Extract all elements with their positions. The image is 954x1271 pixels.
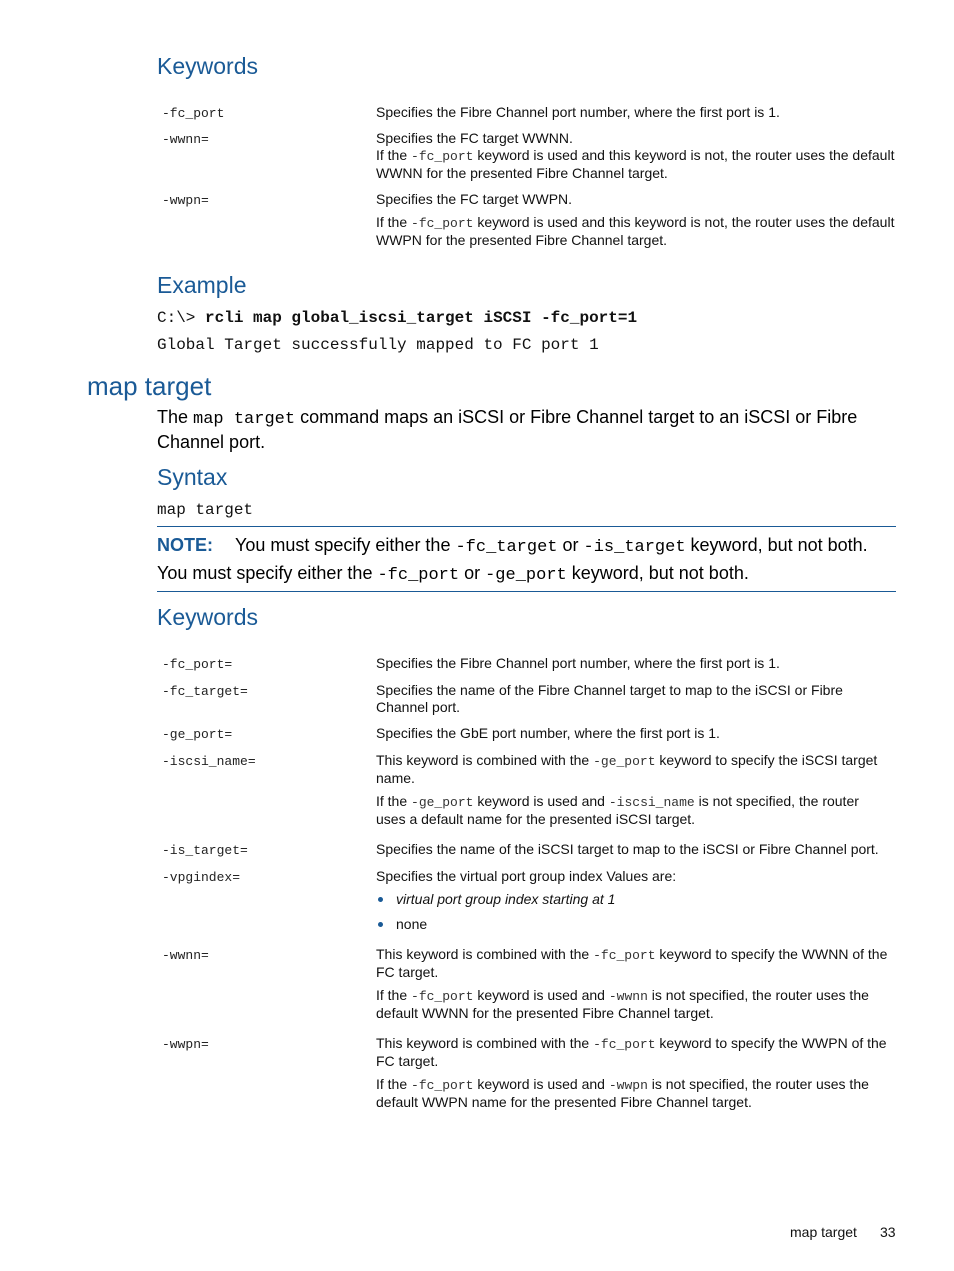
footer-title: map target — [790, 1224, 857, 1240]
list-item: virtual port group index starting at 1 — [376, 891, 896, 908]
keyword-fc-target-desc: Specifies the name of the Fibre Channel target to map to the iSCSI or Fibre Channel port. — [376, 682, 843, 715]
map-target-title: map target — [87, 371, 212, 401]
example-command: C:\> rcli map global_iscsi_target iSCSI -fc_port=1 — [157, 309, 638, 327]
keyword-ge-port-desc: Specifies the GbE port number, where the first port is 1. — [376, 725, 720, 741]
keyword-ge-port: -ge_port= — [162, 727, 233, 742]
keyword-fc-port-eq: -fc_port= — [162, 657, 233, 672]
keyword-wwpn-eq-desc: This keyword is combined with the -fc_port keyword to specify the WWPN of the FC target. If the -fc_port keyword is used and -wwpn is not specified, the router uses the default WWPN name for the presented Fibre Channel target. — [376, 1035, 887, 1110]
keyword-wwnn-eq-desc: This keyword is combined with the -fc_port keyword to specify the WWNN of the FC target. If the -fc_port keyword is used and -wwnn is not specified, the router uses the default WWNN for the presented Fibre Channel target. — [376, 946, 888, 1021]
keywords-heading-2: Keywords — [157, 604, 258, 630]
keyword-iscsi-name-desc: This keyword is combined with the -ge_port keyword to specify the iSCSI target name. If the -ge_port keyword is used and -iscsi_name is not specified, the router uses a default name for the presented iSCSI target. — [376, 752, 878, 827]
keyword-wwpn-desc: Specifies the FC target WWPN. If the -fc_port keyword is used and this keyword is not, the router uses the default WWPN for the presented Fibre Channel target. — [376, 191, 895, 248]
note-line-1: NOTE: You must specify either the -fc_target or -is_target keyword, but not both. — [157, 535, 868, 557]
syntax-code: map target — [157, 501, 254, 519]
example-output: Global Target successfully mapped to FC port 1 — [157, 336, 599, 354]
keyword-wwnn-desc: Specifies the FC target WWNN. If the -fc_port keyword is used and this keyword is not, the router uses the default WWNN for the presented Fibre Channel target. — [376, 130, 895, 181]
keyword-wwpn: -wwpn= — [162, 193, 209, 208]
keyword-wwnn: -wwnn= — [162, 132, 209, 147]
keyword-wwnn-eq: -wwnn= — [162, 948, 209, 963]
keyword-is-target-desc: Specifies the name of the iSCSI target to map to the iSCSI or Fibre Channel port. — [376, 841, 879, 857]
list-item: none — [376, 916, 896, 933]
example-heading: Example — [157, 272, 247, 298]
keyword-fc-port: -fc_port — [162, 106, 225, 121]
keyword-fc-port-eq-desc: Specifies the Fibre Channel port number, where the first port is 1. — [376, 655, 780, 671]
note-top-rule — [157, 526, 896, 527]
map-target-intro: The map target command maps an iSCSI or Fibre Channel target to an iSCSI or Fibre Channel port. — [157, 407, 858, 452]
vpgindex-values-list — [376, 891, 896, 933]
keyword-iscsi-name: -iscsi_name= — [162, 754, 256, 769]
keyword-vpgindex-desc: Specifies the virtual port group index Values are: virtual port group index starting at 1 none — [376, 868, 896, 941]
note-line-2: You must specify either the -fc_port or -ge_port keyword, but not both. — [157, 563, 749, 585]
note-bottom-rule — [157, 591, 896, 592]
syntax-heading: Syntax — [157, 464, 228, 490]
page-number: 33 — [880, 1224, 896, 1240]
keyword-fc-target: -fc_target= — [162, 684, 248, 699]
keyword-wwpn-eq: -wwpn= — [162, 1037, 209, 1052]
keywords-heading-1: Keywords — [157, 53, 258, 79]
keyword-fc-port-desc: Specifies the Fibre Channel port number, where the first port is 1. — [376, 104, 780, 120]
keyword-vpgindex: -vpgindex= — [162, 870, 241, 885]
keyword-is-target: -is_target= — [162, 843, 248, 858]
